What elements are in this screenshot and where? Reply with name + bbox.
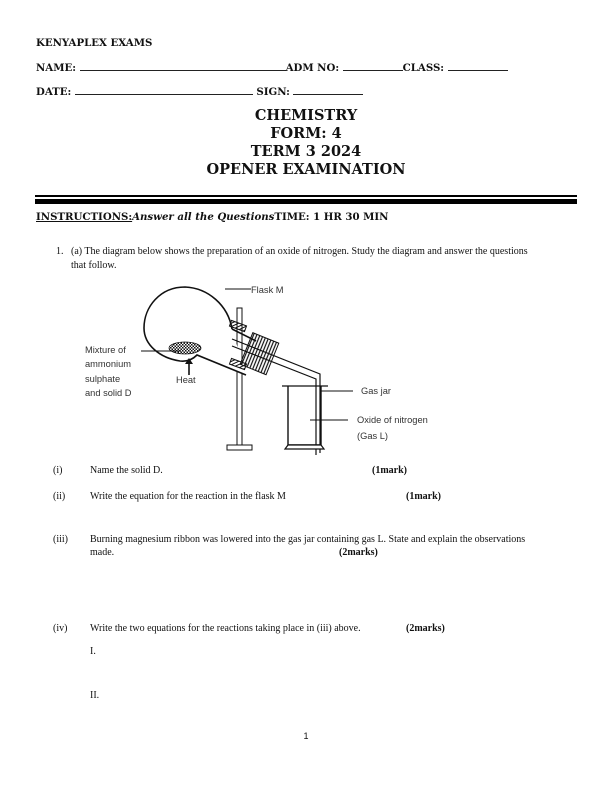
part-ii-marks: (1mark) xyxy=(406,491,441,502)
date-label: DATE: xyxy=(36,86,72,98)
title-form: FORM: 4 xyxy=(270,125,342,142)
student-info-row-2 xyxy=(36,85,363,98)
school-name: KENYAPLEX EXAMS xyxy=(36,37,153,49)
part-ii-text: Write the equation for the reaction in the flask M xyxy=(90,491,286,502)
sign-label: SIGN: xyxy=(256,86,290,98)
instructions xyxy=(36,211,388,223)
title-subject: CHEMISTRY xyxy=(254,107,358,124)
part-i-number: (i) xyxy=(53,465,63,476)
date-field[interactable] xyxy=(75,85,253,95)
part-iv-text: Write the two equations for the reactions taking place in (iii) above. xyxy=(90,623,361,634)
student-info-row-1 xyxy=(36,61,508,74)
adm-label: ADM NO: xyxy=(285,62,340,74)
part-ii-number: (ii) xyxy=(53,491,66,502)
name-field[interactable] xyxy=(80,61,286,71)
mixture-label-line4: and solid D xyxy=(85,388,132,398)
part-iii-marks: (2marks) xyxy=(339,547,378,558)
name-label: NAME: xyxy=(36,62,77,74)
part-iii-text-line1: Burning magnesium ribbon was lowered into the gas jar containing gas L. State and explain the observations xyxy=(90,534,526,545)
question-intro-line2: that follow. xyxy=(71,260,117,271)
class-field[interactable] xyxy=(448,61,508,71)
part-iv-marks: (2marks) xyxy=(406,623,445,634)
part-iii-number: (iii) xyxy=(53,534,68,545)
class-label: CLASS: xyxy=(402,62,445,74)
oxide-label-line2: (Gas L) xyxy=(357,431,388,441)
part-i-text: Name the solid D. xyxy=(90,465,163,476)
question-number: 1. xyxy=(56,246,64,257)
heat-label: Heat xyxy=(176,375,196,385)
mixture-label-line3: sulphate xyxy=(85,374,121,384)
part-i-marks: (1mark) xyxy=(372,465,407,476)
part-iv-sub-II: II. xyxy=(90,690,100,701)
mixture-label-line2: ammonium xyxy=(85,359,131,369)
title-exam: OPENER EXAMINATION xyxy=(206,161,406,178)
gas-jar-label: Gas jar xyxy=(361,386,391,396)
question-intro-line1: (a) The diagram below shows the preparation of an oxide of nitrogen. Study the diagram and answer the questions xyxy=(71,246,528,257)
part-iii-text-line2: made. xyxy=(90,547,115,558)
page-number: 1 xyxy=(303,731,309,741)
mixture-label-line1: Mixture of xyxy=(85,345,126,355)
time-allowed: TIME: 1 HR 30 MIN xyxy=(274,211,389,223)
part-iv-sub-I: I. xyxy=(90,646,96,657)
apparatus-diagram xyxy=(80,275,460,455)
adm-field[interactable] xyxy=(343,61,403,71)
part-iv-number: (iv) xyxy=(53,623,68,634)
flask-label: Flask M xyxy=(251,285,284,295)
divider-thin xyxy=(35,195,577,197)
apparatus-illustration xyxy=(80,275,460,455)
instructions-text: Answer all the Questions xyxy=(132,211,275,223)
sign-field[interactable] xyxy=(293,85,363,95)
instructions-label: INSTRUCTIONS: xyxy=(36,211,133,223)
title-term: TERM 3 2024 xyxy=(250,143,362,160)
divider-thick xyxy=(35,199,577,204)
oxide-label-line1: Oxide of nitrogen xyxy=(357,415,428,425)
